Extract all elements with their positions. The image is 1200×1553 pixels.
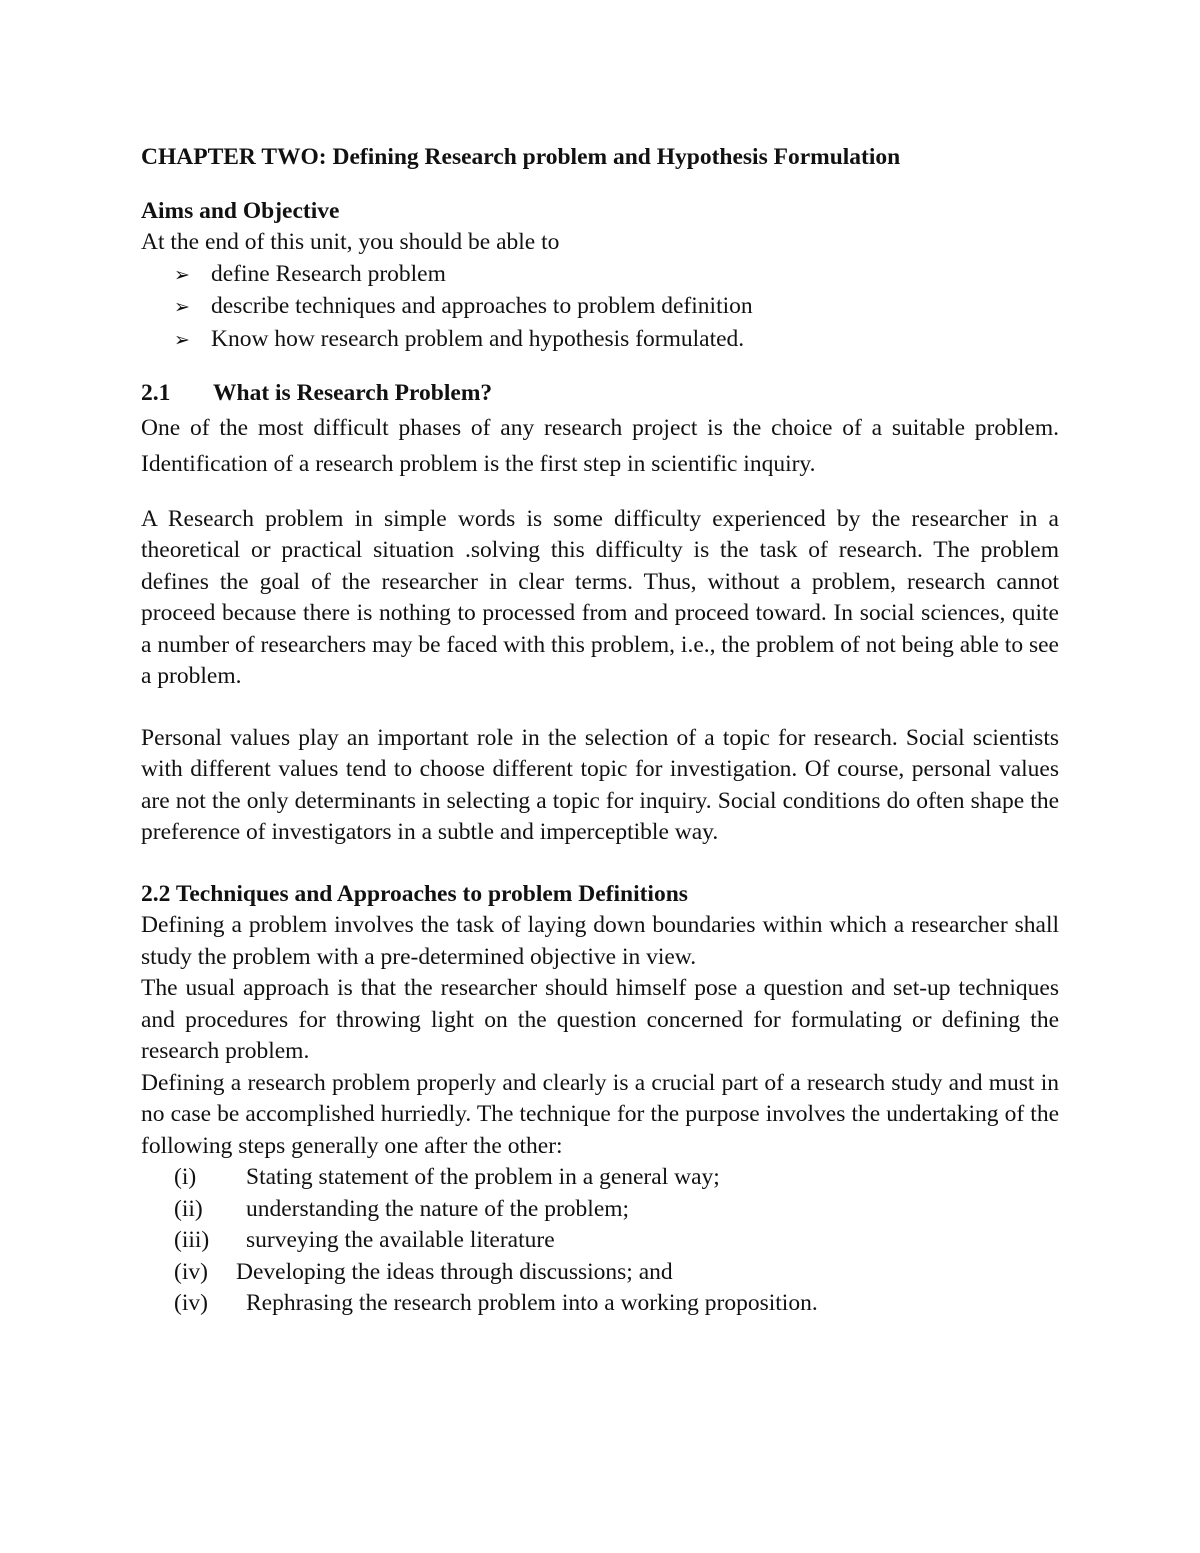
list-item xyxy=(174,324,1059,357)
steps-list xyxy=(141,1162,1059,1320)
list-item-text: Rephrasing the research problem into a working proposition. xyxy=(246,1290,818,1316)
list-marker: (i) xyxy=(174,1164,197,1190)
paragraph: A Research problem in simple words is some difficulty experienced by the researcher in a theoretical or practical situation .solving this difficulty is the task of research. The problem defines the goal of the researcher in clear terms. Thus, without a problem, research cannot proceed because there is nothing to processed from and proceed toward. In social sciences, quite a number of researchers may be faced with this problem, i.e., the problem of not being able to see a problem. xyxy=(141,505,1059,689)
list-item-text: Stating statement of the problem in a general way; xyxy=(246,1164,720,1190)
section-2-2 xyxy=(141,879,1059,1320)
list-marker: (iv) xyxy=(174,1258,208,1285)
paragraph: One of the most difficult phases of any research project is the choice of a suitable problem. Identification of a research problem is the first step in scientific inquiry. xyxy=(141,414,1059,477)
aims-section xyxy=(141,196,1059,357)
arrowhead-bullet-icon: ➢ xyxy=(174,296,190,318)
aims-heading: Aims and Objective xyxy=(141,197,340,224)
chapter-title: CHAPTER TWO: Defining Research problem and Hypothesis Formulation xyxy=(141,144,901,170)
list-item xyxy=(174,1162,1059,1194)
document-page xyxy=(141,142,1059,1320)
section-title: What is Research Problem? xyxy=(213,380,493,406)
paragraph: Defining a research problem properly and clearly is a crucial part of a research study and must in no case be accomplished hurriedly. The technique for the purpose involves the undertaking of the following steps generally one after the other: xyxy=(141,1069,1059,1159)
aims-intro: At the end of this unit, you should be able to xyxy=(141,229,560,255)
list-item xyxy=(174,291,1059,324)
paragraph: Personal values play an important role in the selection of a topic for research. Social scientists with different values tend to choose different topic for investigation. Of course, personal values are not the only determinants in selecting a topic for inquiry. Social conditions do often shape the preference of investigators in a subtle and imperceptible way. xyxy=(141,724,1059,845)
list-marker: (iii) xyxy=(174,1227,210,1253)
paragraph: The usual approach is that the researcher should himself pose a question and set-up techniques and procedures for throwing light on the question concerned for formulating or defining the research problem. xyxy=(141,975,1059,1064)
list-item-text: Developing the ideas through discussions; and xyxy=(236,1258,673,1285)
section-heading: 2.2 Techniques and Approaches to problem Definitions xyxy=(141,880,688,907)
section-2-1 xyxy=(141,378,1059,849)
section-number: 2.1 xyxy=(141,380,171,406)
list-item-text: define Research problem xyxy=(211,260,446,287)
list-marker: (ii) xyxy=(174,1195,203,1222)
arrowhead-bullet-icon: ➢ xyxy=(174,263,190,286)
list-item-text: surveying the available literature xyxy=(246,1227,555,1253)
list-item-text: understanding the nature of the problem; xyxy=(246,1195,630,1222)
section-heading xyxy=(141,378,1059,410)
arrowhead-bullet-icon: ➢ xyxy=(174,328,190,351)
list-item-text: Know how research problem and hypothesis formulated. xyxy=(211,325,745,352)
list-item-text: describe techniques and approaches to problem definition xyxy=(211,293,753,319)
list-item xyxy=(174,259,1059,292)
list-item xyxy=(174,1194,1059,1226)
paragraph: Defining a problem involves the task of laying down boundaries within which a researcher shall study the problem with a pre-determined objective in view. xyxy=(141,912,1059,970)
aims-list xyxy=(141,259,1059,357)
list-item xyxy=(174,1225,1059,1257)
list-marker: (iv) xyxy=(174,1290,208,1316)
list-item xyxy=(174,1288,1059,1320)
list-item xyxy=(174,1257,1059,1289)
